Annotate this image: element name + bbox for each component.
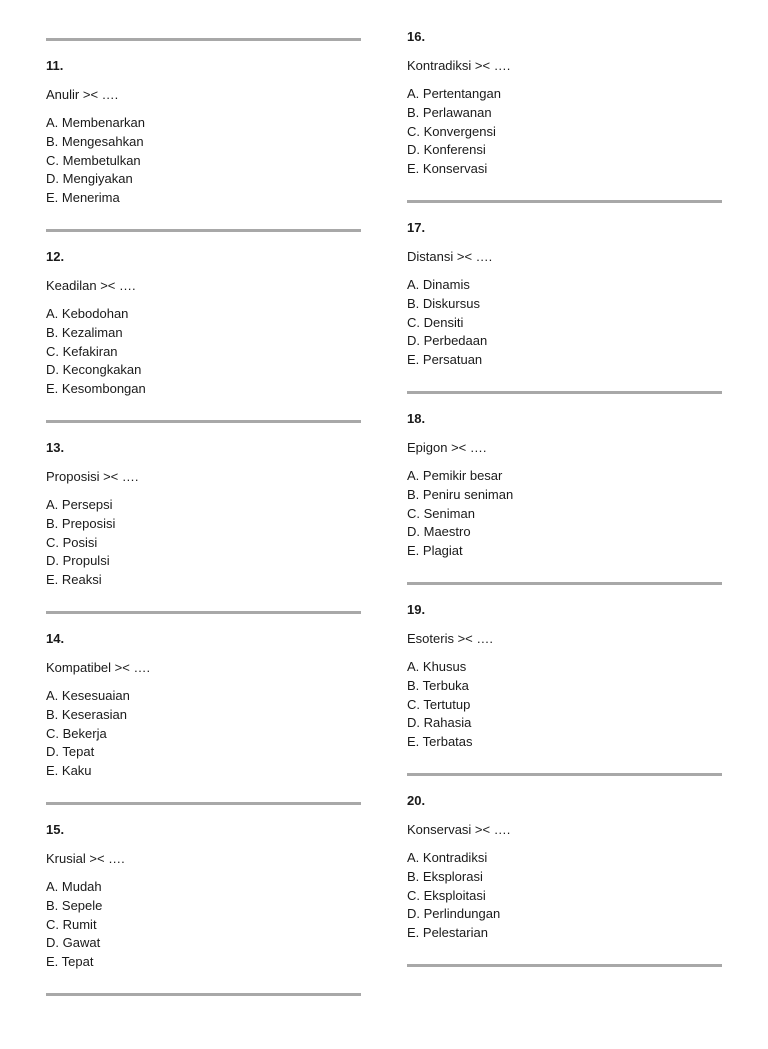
question-number: 11. [46,58,64,73]
question-number: 12. [46,249,65,264]
option-d[interactable]: D. Perlindungan [407,906,501,922]
question-divider [407,391,722,394]
option-a[interactable]: A. Membenarkan [46,115,145,130]
option-list [407,85,501,179]
option-a[interactable]: A. Pertentangan [407,86,501,101]
question-divider [407,200,722,203]
option-list [407,658,473,752]
option-a[interactable]: A. Mudah [46,879,102,894]
question-prompt: Konservasi >< …. [407,822,511,837]
option-b[interactable]: B. Kezaliman [46,324,123,340]
question-prompt: Proposisi >< …. [46,469,139,484]
option-e[interactable]: E. Menerima [46,190,120,206]
question-prompt: Anulir >< …. [46,87,119,102]
option-a[interactable]: A. Pemikir besar [407,468,503,483]
option-list [46,496,115,590]
question-divider [407,964,722,967]
option-d[interactable]: D. Rahasia [407,715,472,731]
option-a[interactable]: A. Kontradiksi [407,850,488,865]
option-e[interactable]: E. Tepat [46,954,94,970]
question-number: 19. [407,602,426,617]
option-c[interactable]: C. Konvergensi [407,123,496,139]
question-prompt: Krusial >< …. [46,851,125,866]
question-number: 20. [407,793,426,808]
option-e[interactable]: E. Kaku [46,763,92,779]
question-number: 17. [407,220,426,235]
option-e[interactable]: E. Konservasi [407,161,488,177]
question-number: 16. [407,29,426,44]
option-d[interactable]: D. Perbedaan [407,333,488,349]
option-list [46,114,145,208]
option-c[interactable]: C. Rumit [46,916,97,932]
question-divider [46,611,361,614]
option-c[interactable]: C. Eksploitasi [407,887,486,903]
option-c[interactable]: C. Bekerja [46,725,107,741]
question-divider [407,582,722,585]
option-list [46,305,146,399]
option-b[interactable]: B. Preposisi [46,515,116,531]
question-prompt: Keadilan >< …. [46,278,136,293]
option-list [407,849,500,943]
question-number: 13. [46,440,65,455]
question-divider [46,229,361,232]
option-b[interactable]: B. Diskursus [407,295,480,311]
option-d[interactable]: D. Propulsi [46,553,110,569]
option-a[interactable]: A. Kesesuaian [46,688,130,703]
question-number: 18. [407,411,426,426]
option-d[interactable]: D. Tepat [46,744,95,760]
question-divider [407,773,722,776]
question-prompt: Kontradiksi >< …. [407,58,511,73]
option-list [407,276,487,370]
option-d[interactable]: D. Gawat [46,935,101,951]
option-list [407,467,513,561]
question-divider [46,420,361,423]
option-c[interactable]: C. Posisi [46,534,98,550]
option-e[interactable]: E. Terbatas [407,734,473,750]
option-c[interactable]: C. Seniman [407,505,475,521]
option-e[interactable]: E. Pelestarian [407,925,488,941]
option-b[interactable]: B. Terbuka [407,677,469,693]
question-prompt: Kompatibel >< …. [46,660,151,675]
question-divider [46,802,361,805]
option-c[interactable]: C. Kefakiran [46,343,118,359]
question-prompt: Epigon >< …. [407,440,487,455]
option-e[interactable]: E. Kesombongan [46,381,146,397]
option-b[interactable]: B. Perlawanan [407,104,492,120]
option-b[interactable]: B. Keserasian [46,706,127,722]
option-d[interactable]: D. Maestro [407,524,471,540]
question-prompt: Esoteris >< …. [407,631,493,646]
option-b[interactable]: B. Eksplorasi [407,868,483,884]
option-a[interactable]: A. Dinamis [407,277,470,292]
option-b[interactable]: B. Peniru seniman [407,486,514,502]
option-c[interactable]: C. Densiti [407,314,464,330]
option-a[interactable]: A. Kebodohan [46,306,129,321]
option-e[interactable]: E. Plagiat [407,543,463,559]
option-c[interactable]: C. Tertutup [407,696,471,712]
option-d[interactable]: D. Konferensi [407,142,486,158]
option-list [46,687,130,781]
option-b[interactable]: B. Mengesahkan [46,133,144,149]
top-divider [46,38,361,41]
option-a[interactable]: A. Khusus [407,659,467,674]
question-number: 14. [46,631,65,646]
option-e[interactable]: E. Reaksi [46,572,102,588]
option-d[interactable]: D. Mengiyakan [46,171,133,187]
option-b[interactable]: B. Sepele [46,897,103,913]
question-prompt: Distansi >< …. [407,249,493,264]
question-number: 15. [46,822,65,837]
option-e[interactable]: E. Persatuan [407,352,483,368]
question-divider [46,993,361,996]
option-c[interactable]: C. Membetulkan [46,152,141,168]
option-list [46,878,102,972]
option-d[interactable]: D. Kecongkakan [46,362,142,378]
option-a[interactable]: A. Persepsi [46,497,113,512]
